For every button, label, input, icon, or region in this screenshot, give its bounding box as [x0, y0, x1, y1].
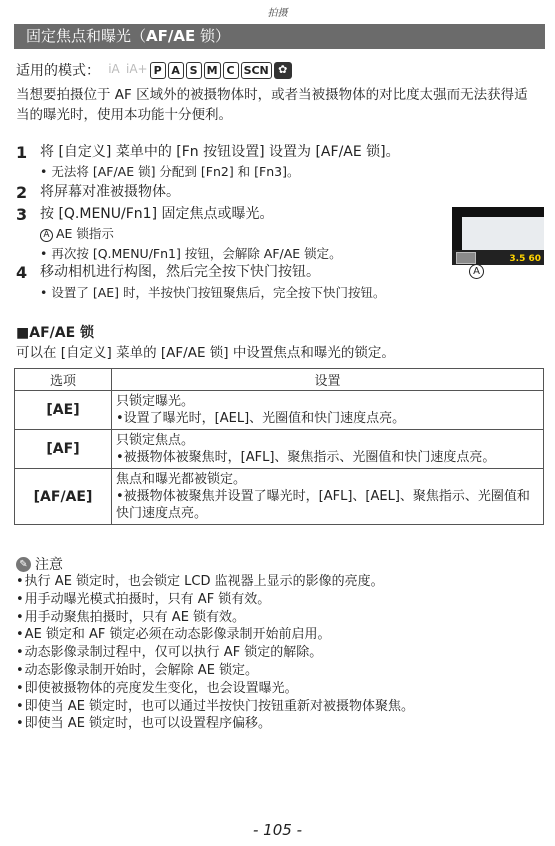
- applicable-modes: [16, 60, 294, 80]
- list-item: • 动态影像录制开始时，会解除 AE 锁定。: [16, 662, 541, 680]
- option-key: [AF/AE]: [15, 469, 112, 525]
- table-row: [15, 391, 544, 430]
- intelligent-auto-plus-icon: iA+: [126, 61, 148, 76]
- section-heading: ■AF/AE 锁: [16, 325, 95, 341]
- list-item: • 即使被摄物体的亮度发生变化，也会设置曝光。: [16, 680, 541, 698]
- camera-exposure-values: 3.5 60: [509, 254, 541, 264]
- step-text: 移动相机进行构图，然后完全按下快门按钮。: [40, 264, 320, 280]
- ae-lock-indicator-icon: [456, 252, 476, 264]
- option-setting: [112, 469, 544, 525]
- table-row: [15, 469, 544, 525]
- camera-callout-a: A: [469, 264, 484, 279]
- camera-screen-illustration: [452, 207, 544, 265]
- option-setting: [112, 391, 544, 430]
- intro-text: 当想要拍摄位于 AF 区域外的被摄物体时，或者当被摄物体的对比度太强而无法获得适当的曝光时，使用本功能十分便利。: [16, 87, 528, 123]
- options-table: [14, 368, 544, 525]
- notes-heading-text: 注意: [35, 557, 63, 573]
- callout-a-text: AE 锁指示: [56, 226, 114, 241]
- step-1-note: • 无法将 [AF/AE 锁] 分配到 [Fn2] 和 [Fn3]。: [40, 164, 300, 179]
- step-3: [16, 205, 274, 224]
- title-bold: AF/AE: [146, 27, 196, 45]
- m-mode-icon: M: [204, 62, 221, 79]
- list-item: • 即使当 AE 锁定时，也可以通过半按快门按钮重新对被摄物体聚焦。: [16, 698, 541, 716]
- step-text: 按 [Q.MENU/Fn1] 固定焦点或曝光。: [40, 206, 274, 222]
- page-title: [14, 24, 545, 49]
- s-mode-icon: S: [186, 62, 202, 79]
- step-3-note: • 再次按 [Q.MENU/Fn1] 按钮，会解除 AF/AE 锁定。: [40, 246, 342, 261]
- step-number: 1: [16, 143, 28, 162]
- step-2: [16, 183, 180, 202]
- page-header: 拍摄: [267, 8, 288, 19]
- list-item: • AE 锁定和 AF 锁定必须在动态影像录制开始前启用。: [16, 626, 541, 644]
- setting-line: •设置了曝光时，[AEL]、光圈值和快门速度点亮。: [116, 411, 406, 426]
- creative-mode-icon: ✿: [274, 62, 292, 79]
- list-item: • 动态影像录制过程中，仅可以执行 AF 锁定的解除。: [16, 644, 541, 662]
- table-header-row: [15, 369, 544, 391]
- list-item: • 用手动聚焦拍摄时，只有 AE 锁有效。: [16, 609, 541, 627]
- setting-line: •被摄物体被聚焦并设置了曝光时，[AFL]、[AEL]、聚焦指示、光圈值和快门速度点亮。: [116, 489, 530, 521]
- step-4: [16, 263, 320, 282]
- option-key: [AF]: [15, 430, 112, 469]
- step-text: 将 [自定义] 菜单中的 [Fn 按钮设置] 设置为 [AF/AE 锁]。: [40, 144, 400, 160]
- section-description: 可以在 [自定义] 菜单的 [AF/AE 锁] 中设置焦点和曝光的锁定。: [16, 345, 395, 361]
- scene-mode-icon: SCN: [241, 62, 272, 79]
- header-setting: 设置: [112, 369, 544, 391]
- p-mode-icon: P: [150, 62, 166, 79]
- c-mode-icon: C: [223, 62, 239, 79]
- notes-heading: [16, 554, 63, 574]
- setting-line: 只锁定曝光。: [116, 394, 195, 409]
- setting-line: 只锁定焦点。: [116, 433, 195, 448]
- title-suffix: 锁）: [195, 27, 230, 45]
- step-number: 4: [16, 263, 28, 282]
- intelligent-auto-icon: iA: [108, 61, 120, 76]
- page-number: - 105 -: [253, 821, 302, 839]
- list-item: • 执行 AE 锁定时，也会锁定 LCD 监视器上显示的影像的亮度。: [16, 573, 541, 591]
- option-setting: [112, 430, 544, 469]
- pencil-icon: ✎: [16, 557, 31, 572]
- notes-list: [16, 573, 541, 733]
- step-text: 将屏幕对准被摄物体。: [40, 184, 180, 200]
- step-1: [16, 143, 400, 162]
- step-number: 3: [16, 205, 28, 224]
- step-number: 2: [16, 183, 28, 202]
- modes-label: 适用的模式：: [16, 63, 100, 79]
- setting-line: •被摄物体被聚焦时，[AFL]、聚焦指示、光圈值和快门速度点亮。: [116, 450, 496, 465]
- option-key: [AE]: [15, 391, 112, 430]
- camera-info-strip: [452, 250, 544, 265]
- table-row: [15, 430, 544, 469]
- callout-line: [476, 250, 477, 264]
- header-option: 选项: [15, 369, 112, 391]
- setting-line: 焦点和曝光都被锁定。: [116, 472, 247, 487]
- callout-a-mark: A: [40, 229, 53, 242]
- step-4-note: • 设置了 [AE] 时，半按快门按钮聚焦后，完全按下快门按钮。: [40, 285, 386, 300]
- mode-icons: [104, 62, 294, 79]
- title-text: 固定焦点和曝光（: [26, 27, 147, 45]
- a-mode-icon: A: [168, 62, 184, 79]
- list-item: • 用手动曝光模式拍摄时，只有 AF 锁有效。: [16, 591, 541, 609]
- list-item: • 即使当 AE 锁定时，也可以设置程序偏移。: [16, 715, 541, 733]
- step-3-callout: [40, 225, 114, 242]
